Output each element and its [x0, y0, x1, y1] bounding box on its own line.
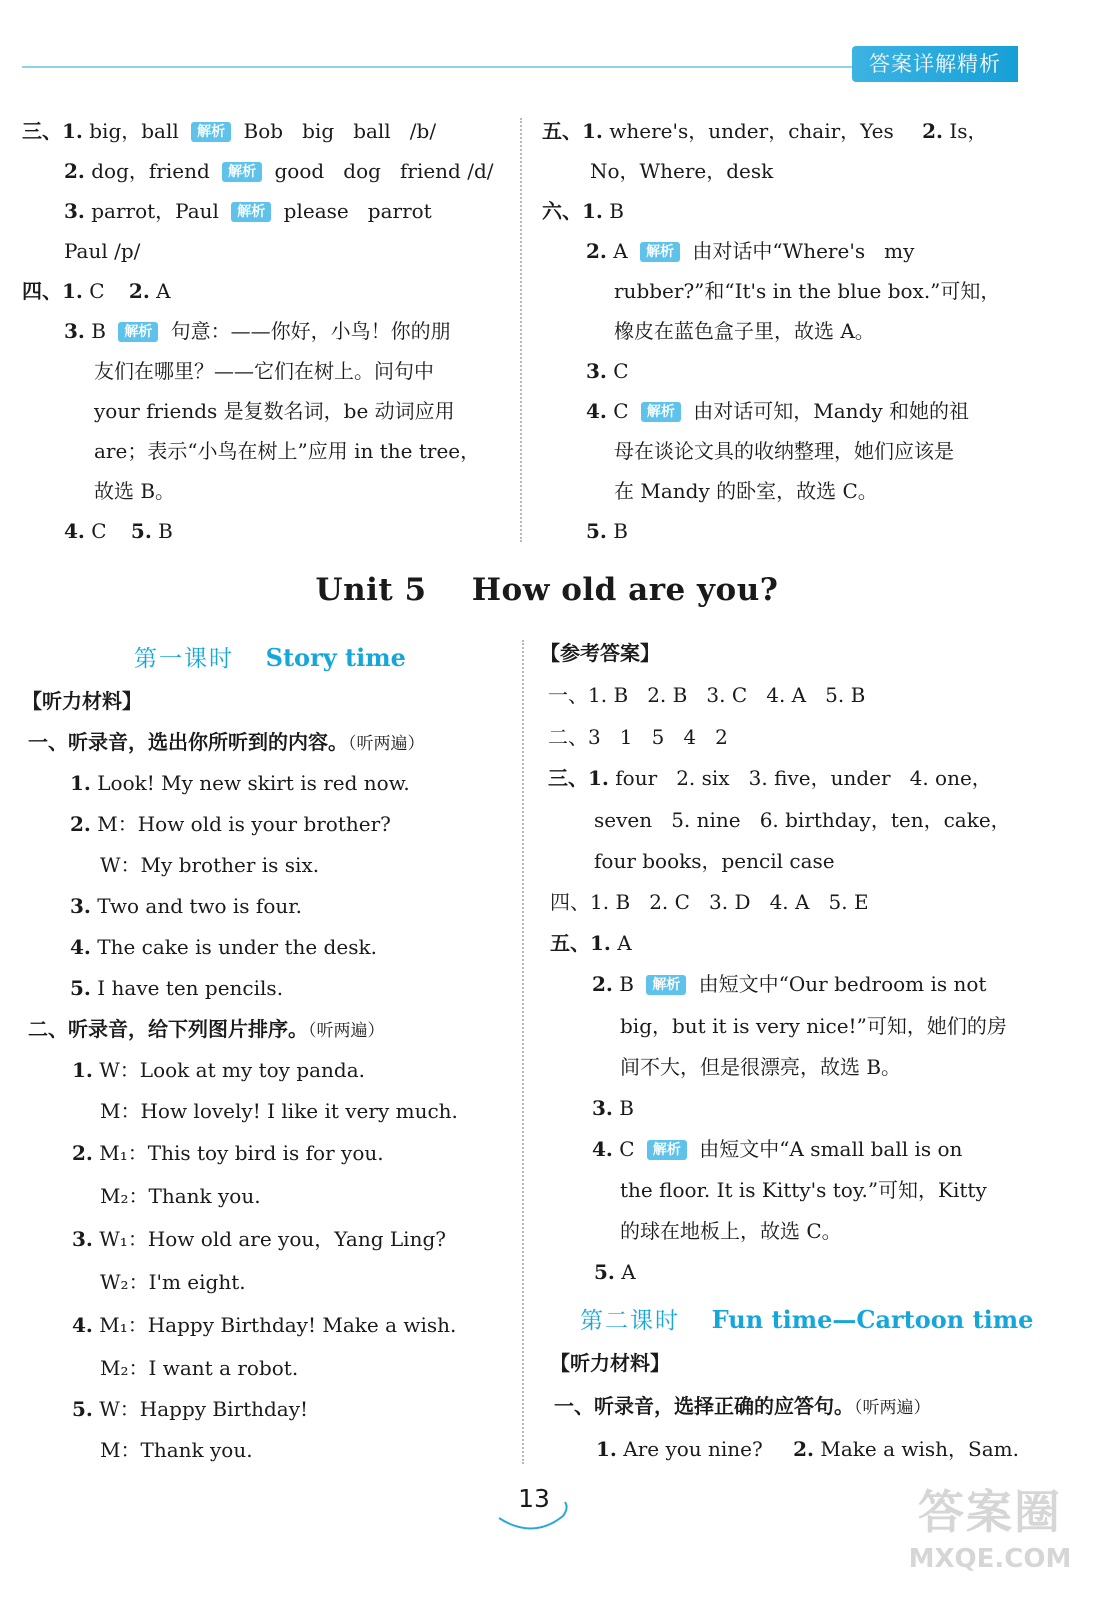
list-item: 2. M：How old is your brother?: [70, 812, 391, 836]
tl-line-8: your friends 是复数名词，be 动词应用: [94, 399, 455, 423]
list-item: M：Thank you.: [100, 1438, 253, 1462]
list-item: 5. W：Happy Birthday!: [72, 1397, 309, 1421]
tl-line-10: 故选 B。: [94, 479, 176, 503]
column-divider-top: [520, 118, 522, 542]
r-line-14: 的球在地板上，故选 C。: [620, 1219, 842, 1243]
r-line-13: the floor. It is Kitty's toy.”可知，Kitty: [620, 1178, 987, 1202]
list-item: M₂：Thank you.: [100, 1184, 261, 1208]
list-item: 4. The cake is under the desk.: [70, 935, 377, 959]
page-number-swoosh: [497, 1500, 573, 1534]
tl-line-11: 4. C 5. B: [64, 519, 173, 543]
tl-line-9: are；表示“小鸟在树上”应用 in the tree，: [94, 439, 481, 463]
analysis-tag: 解析: [641, 402, 681, 422]
r-line-12: 4. C 解析 由短文中“A small ball is on: [592, 1137, 963, 1161]
analysis-tag: 解析: [231, 202, 271, 222]
r-line-3: 三、1. four 2. six 3. five，under 4. one，: [548, 766, 992, 790]
r-line-5: four books，pencil case: [594, 849, 835, 873]
tl-line-4: Paul /p/: [64, 239, 141, 263]
header-tab: 答案详解精析: [852, 46, 1018, 82]
r-line-4: seven 5. nine 6. birthday，ten，cake，: [594, 808, 1011, 832]
list-item: 1. Are you nine? 2. Make a wish，Sam.: [596, 1437, 1019, 1461]
r-line-15: 5. A: [594, 1260, 636, 1284]
left-section-1-title: 一、听录音，选出你所听到的内容。（听两遍）: [28, 730, 425, 754]
r-line-8: 2. B 解析 由短文中“Our bedroom is not: [592, 972, 987, 996]
analysis-tag: 解析: [647, 1140, 687, 1160]
list-item: 1. W：Look at my toy panda.: [72, 1058, 366, 1082]
tr-line-8: 4. C 解析 由对话可知，Mandy 和她的祖: [586, 399, 970, 423]
lesson-heading-2: 第二课时 Fun time—Cartoon time: [580, 1305, 1034, 1334]
list-item: 3. Two and two is four.: [70, 894, 302, 918]
tl-line-3: 3. parrot，Paul 解析 please parrot: [64, 199, 432, 223]
tr-line-7: 3. C: [586, 359, 629, 383]
r-line-10: 间不大，但是很漂亮，故选 B。: [620, 1055, 902, 1079]
tl-line-2: 2. dog，friend 解析 good dog friend /d/: [64, 159, 494, 183]
r-line-1: 一、1. B 2. B 3. C 4. A 5. B: [548, 683, 866, 707]
unit-title: Unit 5 How old are you?: [315, 572, 779, 608]
tr-line-1: 五、1. where's，under，chair，Yes 2. Is，: [542, 119, 988, 143]
tr-line-4: 2. A 解析 由对话中“Where's my: [586, 239, 915, 263]
left-section-2-title: 二、听录音，给下列图片排序。（听两遍）: [28, 1017, 385, 1041]
tr-line-9: 母在谈论文具的收纳整理，她们应该是: [614, 439, 954, 463]
r-line-7: 五、1. A: [550, 931, 632, 955]
tr-line-10: 在 Mandy 的卧室，故选 C。: [614, 479, 878, 503]
lesson-heading-1: 第一课时 Story time: [134, 643, 406, 672]
tr-line-11: 5. B: [586, 519, 628, 543]
analysis-tag: 解析: [646, 975, 686, 995]
analysis-tag: 解析: [118, 322, 158, 342]
tr-line-2: No，Where，desk: [590, 159, 774, 183]
list-item: 2. M₁：This toy bird is for you.: [72, 1141, 384, 1165]
r-line-9: big，but it is very nice!”可知，她们的房: [620, 1014, 1007, 1038]
page-number: 13: [518, 1484, 550, 1513]
r-line-11: 3. B: [592, 1096, 634, 1120]
r-line-2: 二、3 1 5 4 2: [548, 725, 728, 749]
listening-materials-heading: 【听力材料】: [22, 689, 142, 713]
tl-line-6: 3. B 解析 句意：——你好，小鸟！你的朋: [64, 319, 451, 343]
list-item: W₂：I'm eight.: [100, 1270, 246, 1294]
header-rule: [22, 66, 858, 68]
tl-line-7: 友们在哪里？——它们在树上。问句中: [94, 359, 434, 383]
list-item: 4. M₁：Happy Birthday! Make a wish.: [72, 1313, 457, 1337]
list-item: 1. Look! My new skirt is red now.: [70, 771, 410, 795]
column-divider-bottom: [522, 640, 524, 1464]
tl-line-1: 三、1. big，ball 解析 Bob big ball /b/: [22, 119, 437, 143]
reference-answers-heading: 【参考答案】: [540, 641, 660, 665]
listening-materials-heading-2: 【听力材料】: [550, 1351, 670, 1375]
list-item: W：My brother is six.: [100, 853, 320, 877]
r-line-6: 四、1. B 2. C 3. D 4. A 5. E: [550, 890, 869, 914]
tr-line-3: 六、1. B: [542, 199, 624, 223]
list-item: 3. W₁：How old are you，Yang Ling?: [72, 1227, 446, 1251]
list-item: M：How lovely! I like it very much.: [100, 1099, 458, 1123]
list-item: 5. I have ten pencils.: [70, 976, 284, 1000]
right-section-1-title: 一、听录音，选择正确的应答句。（听两遍）: [554, 1394, 931, 1418]
analysis-tag: 解析: [640, 242, 680, 262]
analysis-tag: 解析: [222, 162, 262, 182]
analysis-tag: 解析: [191, 122, 231, 142]
list-item: M₂：I want a robot.: [100, 1356, 299, 1380]
tr-line-6: 橡皮在蓝色盒子里，故选 A。: [614, 319, 875, 343]
tr-line-5: rubber?”和“It's in the blue box.”可知，: [614, 279, 1001, 303]
tl-line-5: 四、1. C 2. A: [22, 279, 171, 303]
watermark: 答案圈 MXQE.COM: [908, 1485, 1072, 1574]
